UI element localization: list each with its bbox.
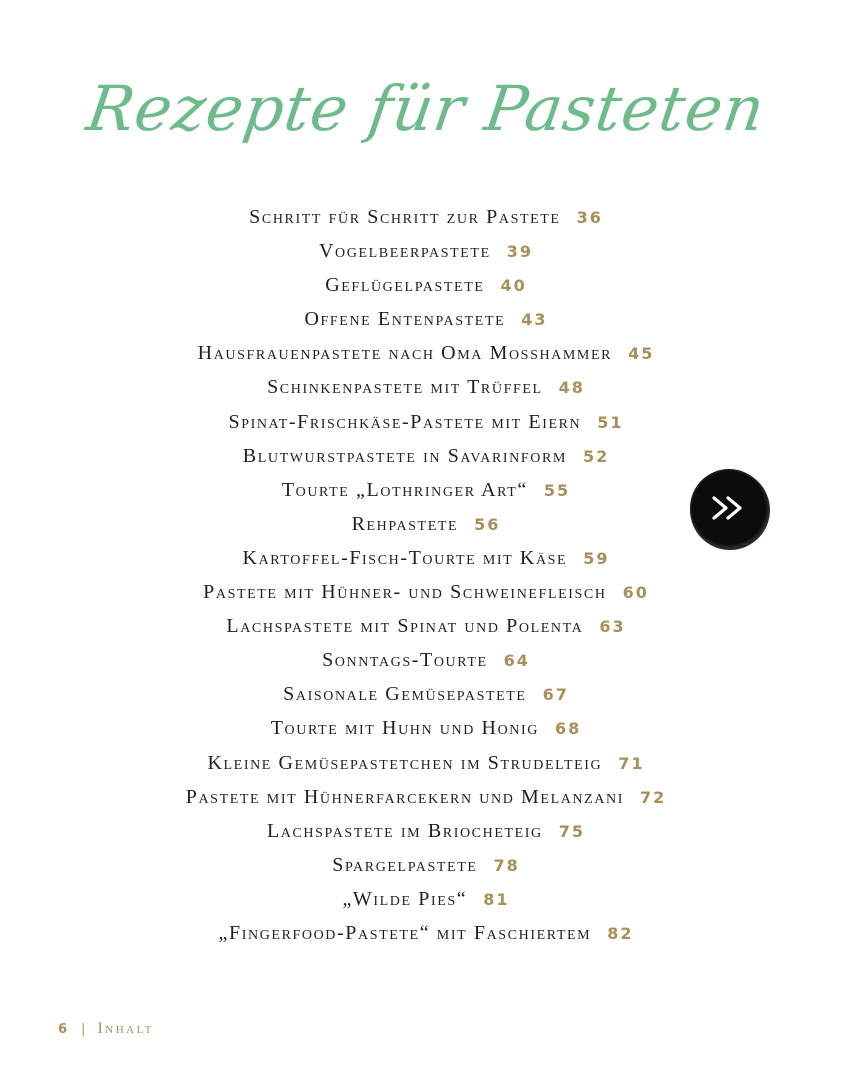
toc-entry-page-number: 64 <box>503 651 530 671</box>
toc-entry[interactable] <box>0 268 852 302</box>
footer-page-number: 6 <box>58 1022 70 1037</box>
toc-entry-page-number: 40 <box>500 276 527 296</box>
toc-entry-title: Kartoffel-Fisch-Tourte mit Käse <box>242 546 568 569</box>
toc-entry-title: „Wilde Pies“ <box>342 887 468 910</box>
toc-entry[interactable] <box>0 848 852 882</box>
toc-entry-title: Pastete mit Hühner- und Schweinefleisch <box>203 581 607 604</box>
toc-entry-title: Tourte mit Huhn und Honig <box>270 717 539 740</box>
toc-entry-page-number: 78 <box>493 855 520 875</box>
toc-entry[interactable] <box>0 882 852 916</box>
toc-entry[interactable] <box>0 370 852 404</box>
next-page-button[interactable] <box>692 471 766 545</box>
toc-entry[interactable] <box>0 780 852 814</box>
toc-entry-page-number: 82 <box>607 923 634 943</box>
toc-entry-page-number: 75 <box>558 821 586 841</box>
toc-entry-title: Tourte „Lothringer Art“ <box>281 478 528 501</box>
toc-entry[interactable] <box>0 302 852 336</box>
toc-entry-page-number: 72 <box>639 787 667 807</box>
page-title: Rezepte für Pasteten <box>82 72 770 145</box>
toc-entry-page-number: 67 <box>542 685 569 705</box>
toc-entry-title: Blutwurstpastete in Savarinform <box>242 444 567 467</box>
toc-entry[interactable] <box>0 609 852 643</box>
toc-entry[interactable] <box>0 234 852 268</box>
toc-entry-page-number: 55 <box>543 480 571 500</box>
toc-entry-title: Rehpastete <box>351 512 459 535</box>
toc-entry-title: Geflügelpastete <box>325 274 485 297</box>
toc-entry-page-number: 81 <box>483 889 510 909</box>
toc-entry-title: Pastete mit Hühnerfarcekern und Melanzani <box>185 785 624 808</box>
toc-entry-page-number: 52 <box>582 446 610 466</box>
table-of-contents <box>0 200 852 950</box>
toc-entry[interactable] <box>0 711 852 745</box>
toc-entry[interactable] <box>0 916 852 950</box>
toc-entry[interactable] <box>0 336 852 370</box>
toc-entry-title: Sonntags-Tourte <box>322 649 488 672</box>
toc-entry-page-number: 51 <box>597 412 624 432</box>
toc-entry-title: Lachspastete mit Spinat und Polenta <box>226 615 584 638</box>
toc-entry-page-number: 39 <box>506 242 534 262</box>
toc-entry-page-number: 60 <box>622 583 649 603</box>
toc-entry-title: Vogelbeerpastete <box>318 240 491 263</box>
toc-entry-title: Spinat-Frischkäse-Pastete mit Eiern <box>228 410 582 433</box>
toc-entry[interactable] <box>0 541 852 575</box>
toc-entry-page-number: 56 <box>474 514 501 534</box>
double-chevron-right-icon <box>710 494 748 522</box>
toc-entry-title: Lachspastete im Briocheteig <box>266 819 543 842</box>
toc-entry-title: „Fingerfood-Pastete“ mit Faschiertem <box>218 921 592 944</box>
toc-entry-title: Schinkenpastete mit Trüffel <box>267 376 543 399</box>
toc-entry[interactable] <box>0 405 852 439</box>
toc-entry-page-number: 68 <box>554 719 582 739</box>
toc-entry-page-number: 45 <box>628 344 655 364</box>
toc-entry[interactable] <box>0 439 852 473</box>
footer-separator: | <box>81 1022 88 1037</box>
toc-entry-page-number: 59 <box>583 548 610 568</box>
toc-entry-title: Hausfrauenpastete nach Oma Mosshammer <box>197 342 613 365</box>
toc-entry-title: Kleine Gemüsepastetchen im Strudelteig <box>207 751 603 774</box>
toc-entry-title: Spargelpastete <box>332 853 478 876</box>
toc-entry[interactable] <box>0 814 852 848</box>
toc-entry-page-number: 48 <box>558 378 585 398</box>
toc-entry-title: Saisonale Gemüsepastete <box>283 683 527 706</box>
toc-entry[interactable] <box>0 677 852 711</box>
toc-entry[interactable] <box>0 746 852 780</box>
toc-entry-page-number: 71 <box>618 753 645 773</box>
toc-entry-page-number: 43 <box>521 310 548 330</box>
toc-entry-page-number: 36 <box>576 208 603 227</box>
toc-entry-title: Offene Entenpastete <box>304 308 506 331</box>
toc-entry[interactable] <box>0 200 852 234</box>
footer-section-label: Inhalt <box>97 1020 155 1037</box>
toc-entry-page-number: 63 <box>599 617 626 637</box>
toc-entry[interactable] <box>0 575 852 609</box>
toc-entry[interactable] <box>0 643 852 677</box>
toc-entry-title: Schritt für Schritt zur Pastete <box>249 206 561 228</box>
page-footer <box>58 1020 154 1038</box>
